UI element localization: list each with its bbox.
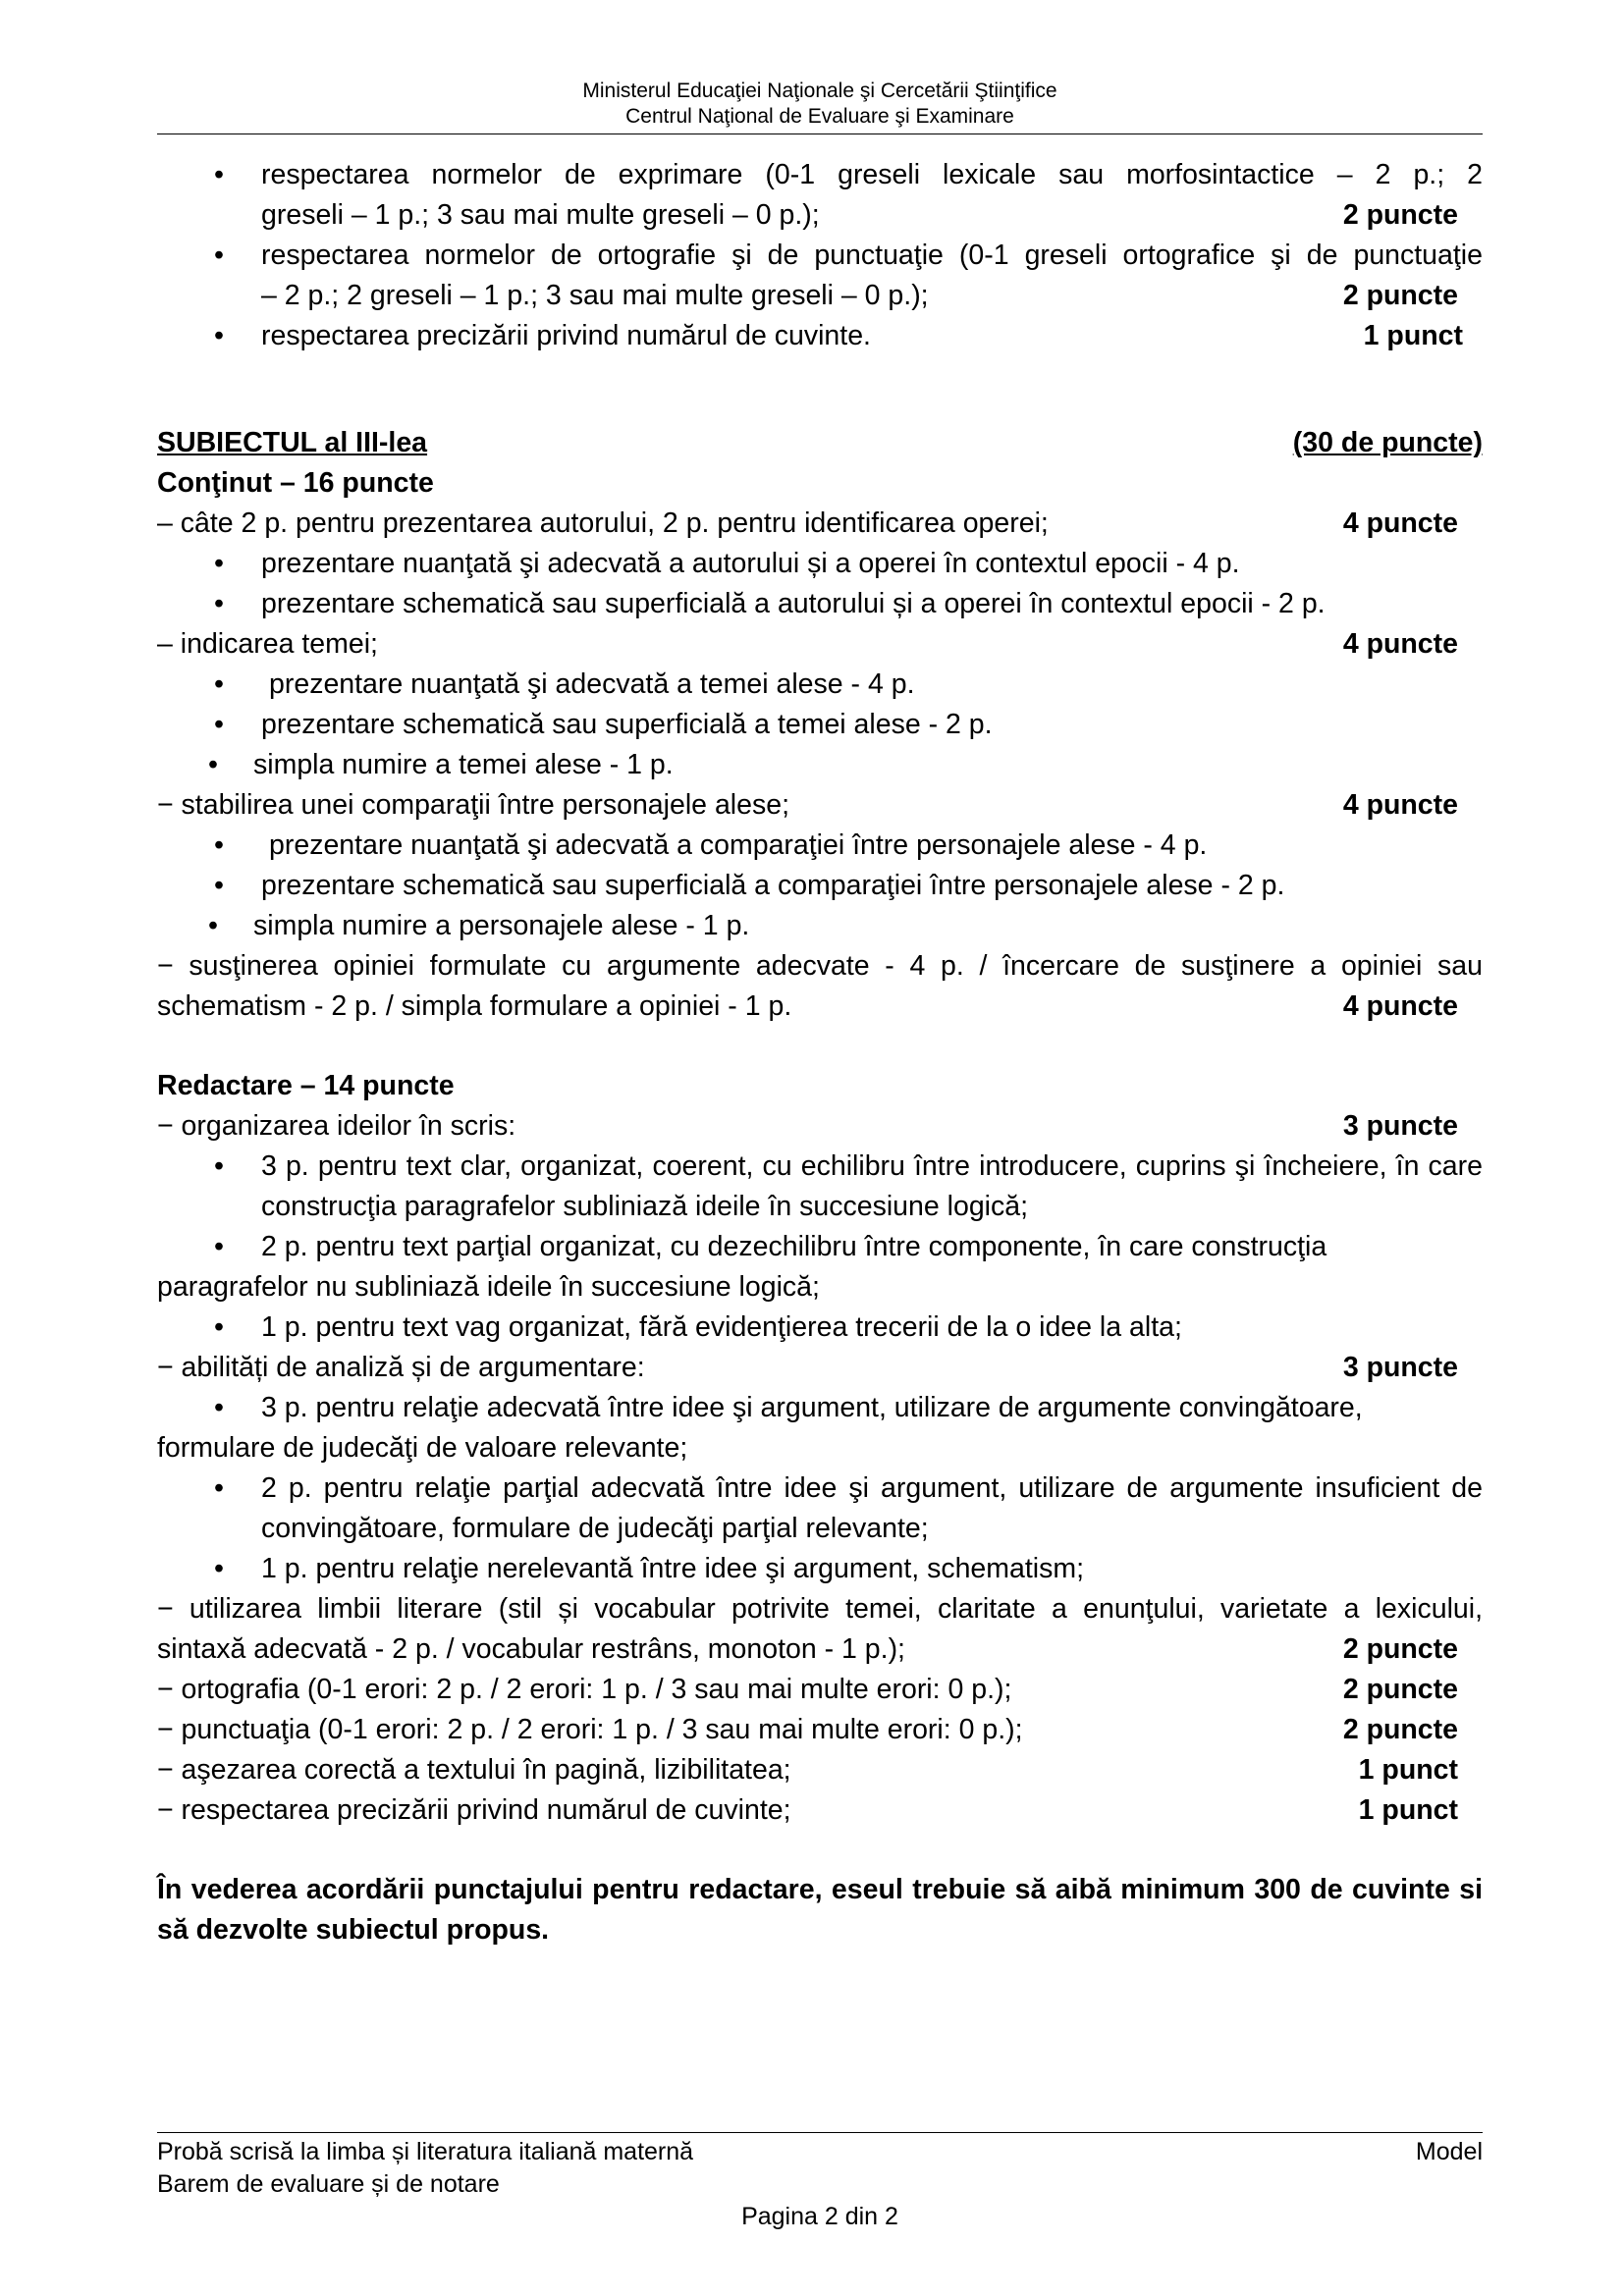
- bullet-text: 3 p. pentru relaţie adecvată între idee şi argument, utilizare de argumente convingătoare, formulare de judecăţi de valoare relevante;: [157, 1392, 1363, 1464]
- criterion-row: [157, 1629, 1483, 1670]
- bullet-text: – 2 p.; 2 greseli – 1 p.; 3 sau mai multe greseli – 0 p.);: [261, 280, 929, 311]
- list-item: [157, 705, 1483, 745]
- bullet-icon: •: [214, 709, 224, 740]
- bullet-icon: •: [214, 1231, 224, 1262]
- criterion-row: [157, 624, 1483, 665]
- header-ministry: Ministerul Educaţiei Naţionale şi Cercetării Ştiinţifice: [582, 80, 1057, 102]
- page-number: Pagina 2 din 2: [741, 2203, 898, 2230]
- page-footer: [157, 2136, 1483, 2201]
- section-name: SUBIECTUL al III-lea: [157, 427, 428, 458]
- criterion-text: − susţinerea opiniei formulate cu argumente adecvate - 4 p. / încercare de susţinere a opiniei sau: [157, 950, 1483, 982]
- points-value: 1 punct: [1363, 320, 1463, 351]
- criterion-text: − aşezarea corectă a textului în pagină, lizibilitatea;: [157, 1754, 791, 1786]
- list-item: [157, 584, 1483, 624]
- bullet-icon: •: [208, 910, 218, 941]
- footer-model: Model: [1415, 2138, 1483, 2165]
- list-item: [157, 1388, 1483, 1468]
- points-value: 2 puncte: [1342, 199, 1458, 231]
- criterion-text: sintaxă adecvată - 2 p. / vocabular restrâns, monoton - 1 p.);: [157, 1633, 905, 1665]
- bullet-icon: •: [214, 588, 224, 619]
- criterion-row: [157, 987, 1483, 1027]
- list-item: [157, 826, 1483, 866]
- bullet-text: prezentare nuanţată şi adecvată a autorului și a operei în contextul epocii - 4 p.: [261, 548, 1240, 579]
- section-points: (30 de puncte): [1292, 427, 1483, 458]
- final-note: În vederea acordării punctajului pentru redactare, eseul trebuie să aibă minimum 300 de cuvinte si să dezvolte subiectul propus.: [157, 1874, 1483, 1946]
- list-item: [157, 1308, 1483, 1348]
- criterion-text: − stabilirea unei comparaţii între personajele alese;: [157, 789, 789, 821]
- list-item: [157, 906, 1483, 946]
- footer-divider: [157, 2132, 1483, 2133]
- criterion-text: − respectarea precizării privind numărul de cuvinte;: [157, 1794, 791, 1826]
- criterion-row: [157, 1670, 1483, 1710]
- page-header: [157, 79, 1483, 130]
- bullet-text: 1 p. pentru relaţie nerelevantă între idee şi argument, schematism;: [261, 1553, 1085, 1584]
- bullet-text: simpla numire a temei alese - 1 p.: [253, 749, 674, 780]
- points-value: 1 punct: [1358, 1794, 1458, 1826]
- list-item: [157, 1468, 1483, 1549]
- bullet-icon: •: [214, 1150, 224, 1182]
- list-item: [157, 665, 1483, 705]
- criterion-row: [157, 1106, 1483, 1147]
- criterion-text: − punctuaţia (0-1 erori: 2 p. / 2 erori: 1 p. / 3 sau mai multe erori: 0 p.);: [157, 1714, 1023, 1745]
- bullet-text: respectarea precizării privind numărul de cuvinte.: [261, 320, 871, 351]
- points-value: 1 punct: [1358, 1754, 1458, 1786]
- criterion-text: − organizarea ideilor în scris:: [157, 1110, 516, 1142]
- points-value: 3 puncte: [1342, 1110, 1458, 1142]
- header-divider: [157, 133, 1483, 134]
- points-value: 4 puncte: [1342, 789, 1458, 821]
- points-value: 2 puncte: [1342, 280, 1458, 311]
- list-item: [157, 1227, 1483, 1308]
- criterion-row: [157, 504, 1483, 544]
- list-item: [157, 236, 1483, 316]
- bullet-icon: •: [208, 749, 218, 780]
- continut-heading: Conţinut – 16 puncte: [157, 467, 434, 499]
- bullet-icon: •: [214, 1311, 224, 1343]
- criterion-row: [157, 1348, 1483, 1388]
- criterion-text: − utilizarea limbii literare (stil și vocabular potrivite temei, claritate a enunţului, varietate a lexicului,: [157, 1593, 1483, 1625]
- points-value: 4 puncte: [1342, 990, 1458, 1022]
- bullet-text: 2 p. pentru text parţial organizat, cu dezechilibru între componente, în care construcţia paragrafelor nu subliniază ideile în succesiune logică;: [157, 1231, 1327, 1303]
- document-body: [157, 155, 1483, 1950]
- footer-exam: Probă scrisă la limba și literatura italiană maternă: [157, 2138, 694, 2165]
- bullet-icon: •: [214, 548, 224, 579]
- points-value: 2 puncte: [1342, 1714, 1458, 1745]
- points-value: 2 puncte: [1342, 1633, 1458, 1665]
- bullet-icon: •: [214, 1553, 224, 1584]
- list-item: [157, 316, 1483, 356]
- bullet-icon: •: [214, 668, 224, 700]
- points-value: 4 puncte: [1342, 507, 1458, 539]
- criterion-text: – indicarea temei;: [157, 628, 378, 660]
- criterion-row: [157, 785, 1483, 826]
- bullet-icon: •: [214, 1472, 224, 1504]
- criterion-row: [157, 1710, 1483, 1750]
- list-item: [157, 1147, 1483, 1227]
- points-value: 2 puncte: [1342, 1674, 1458, 1705]
- list-item: [157, 866, 1483, 906]
- bullet-text: prezentare schematică sau superficială a comparaţiei între personajele alese - 2 p.: [261, 870, 1285, 901]
- criterion-text: − ortografia (0-1 erori: 2 p. / 2 erori: 1 p. / 3 sau mai multe erori: 0 p.);: [157, 1674, 1012, 1705]
- criterion-row: [157, 1750, 1483, 1790]
- footer-barem: Barem de evaluare și de notare: [157, 2170, 500, 2198]
- bullet-icon: •: [214, 1392, 224, 1423]
- list-item: [157, 155, 1483, 236]
- list-item: [157, 1549, 1483, 1589]
- bullet-text: 1 p. pentru text vag organizat, fără evidenţierea trecerii de la o idee la alta;: [261, 1311, 1182, 1343]
- bullet-text: respectarea normelor de exprimare (0-1 greseli lexicale sau morfosintactice – 2 p.; 2: [261, 159, 1483, 190]
- bullet-icon: •: [214, 870, 224, 901]
- bullet-text: prezentare nuanţată şi adecvată a comparaţiei între personajele alese - 4 p.: [269, 829, 1208, 861]
- bullet-icon: •: [214, 829, 224, 861]
- header-center: Centrul Naţional de Evaluare şi Examinare: [625, 105, 1014, 128]
- bullet-text: 2 p. pentru relaţie parţial adecvată între idee şi argument, utilizare de argumente insuficient de convingătoare, formulare de judecăţi parţial relevante;: [261, 1472, 1483, 1544]
- bullet-text: simpla numire a personajele alese - 1 p.: [253, 910, 750, 941]
- bullet-icon: •: [214, 159, 224, 190]
- criterion-text: − abilități de analiză și de argumentare:: [157, 1352, 645, 1383]
- list-item: [157, 745, 1483, 785]
- criterion-row: [157, 1790, 1483, 1831]
- points-value: 3 puncte: [1342, 1352, 1458, 1383]
- bullet-text: respectarea normelor de ortografie şi de punctuaţie (0-1 greseli ortografice şi de punctuaţie: [261, 240, 1483, 271]
- bullet-text: prezentare schematică sau superficială a temei alese - 2 p.: [261, 709, 993, 740]
- bullet-text: greseli – 1 p.; 3 sau mai multe greseli – 0 p.);: [261, 199, 820, 231]
- bullet-icon: •: [214, 240, 224, 271]
- section-title: [157, 423, 1483, 463]
- points-value: 4 puncte: [1342, 628, 1458, 660]
- criterion-text: – câte 2 p. pentru prezentarea autorului, 2 p. pentru identificarea operei;: [157, 507, 1049, 539]
- bullet-text: prezentare nuanţată şi adecvată a temei alese - 4 p.: [269, 668, 915, 700]
- bullet-text: prezentare schematică sau superficială a autorului și a operei în contextul epocii - 2 p.: [261, 588, 1326, 619]
- list-item: [157, 544, 1483, 584]
- redactare-heading: Redactare – 14 puncte: [157, 1070, 455, 1101]
- criterion-text: schematism - 2 p. / simpla formulare a opiniei - 1 p.: [157, 990, 792, 1022]
- bullet-icon: •: [214, 320, 224, 351]
- bullet-text: 3 p. pentru text clar, organizat, coerent, cu echilibru între introducere, cuprins şi încheiere, în care construcţia paragrafelor subliniază ideile în succesiune logică;: [261, 1150, 1483, 1222]
